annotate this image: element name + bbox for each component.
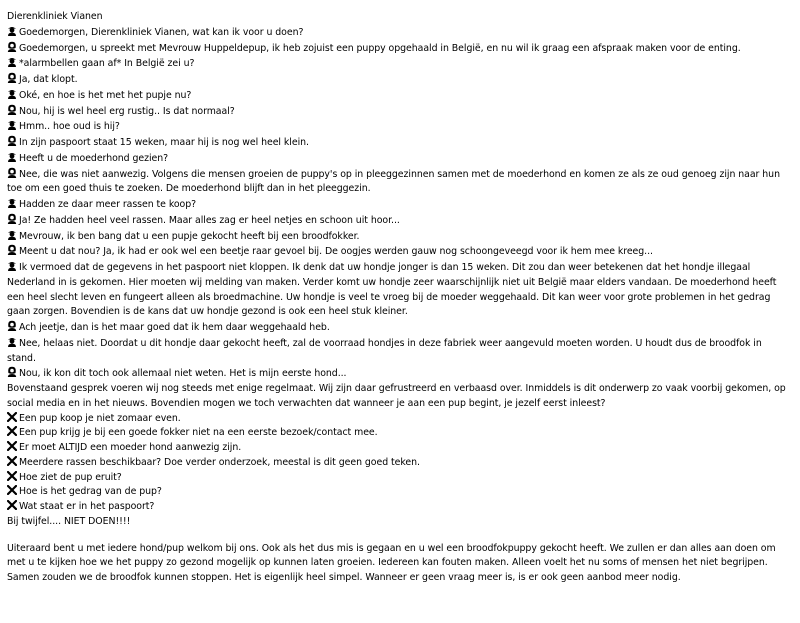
woman-with-phone-icon <box>7 320 17 331</box>
dialogue-text: Ach jeetje, dan is het maar goed dat ik hem daar weggehaald heb. <box>19 322 330 333</box>
woman-with-cap-icon <box>7 119 17 130</box>
dialogue-line <box>7 119 793 135</box>
dialogue-text: Ja, dat klopt. <box>19 74 78 85</box>
checklist-item <box>7 412 793 427</box>
dialogue-text: Goedemorgen, u spreekt met Mevrouw Huppeldepup, ik heb zojuist een puppy opgehaald in België, en nu wil ik graag een afspraak maken voor de enting. <box>19 42 741 54</box>
dialogue-text: Nee, helaas niet. Doordat u dit hondje daar gekocht heeft, zal de voorraad hondjes in deze fabriek weer aangevuld moeten worden. U houdt dus de broodfok in stand. <box>7 337 762 364</box>
checklist-item <box>7 456 793 471</box>
dialogue-line <box>7 72 793 88</box>
checklist-text: Wat staat er in het paspoort? <box>19 501 155 512</box>
dialogue-line <box>7 244 793 260</box>
dialogue-text: Hadden ze daar meer rassen te koop? <box>19 199 197 210</box>
woman-with-phone-icon <box>7 104 17 115</box>
closing-paragraph: Uiteraard bent u met iedere hond/pup welkom bij ons. Ook als het dus mis is gegaan en u wel een broodfokpuppy gekocht heeft. We zullen er dan alles aan doen om met u te kijken hoe we het puppy zo gezond mogelijk op kunnen laten groeien. Iedereen kan fouten maken. Alleen voelt het nu soms of mensen het niet begrijpen. <box>7 542 776 569</box>
dialogue-line <box>7 56 793 72</box>
woman-with-cap-icon <box>7 260 17 271</box>
dialogue-text: Heeft u de moederhond gezien? <box>19 152 169 164</box>
checklist-text: Meerdere rassen beschikbaar? Doe verder onderzoek, meestal is dit geen goed teken. <box>19 456 420 468</box>
checklist-text: Hoe is het gedrag van de pup? <box>19 486 162 498</box>
dialogue-line <box>7 41 793 57</box>
dialogue-text: Oké, en hoe is het met het pupje nu? <box>19 89 192 101</box>
checklist-item <box>7 441 793 456</box>
doubt-line: Bij twijfel.... NIET DOEN!!!! <box>7 515 131 527</box>
dialogue-text: Ja! Ze hadden heel veel rassen. Maar alles zag er heel netjes en schoon uit hoor... <box>19 214 400 226</box>
dialogue-line <box>7 213 793 229</box>
dialogue-text: In zijn paspoort staat 15 weken, maar hij is nog wel heel klein. <box>19 137 309 148</box>
checklist-item <box>7 471 793 486</box>
cross-mark-icon <box>7 471 17 481</box>
spacer <box>7 530 793 542</box>
dialogue-text: Hmm.. hoe oud is hij? <box>19 121 120 133</box>
cross-mark-icon <box>7 456 17 466</box>
checklist-item <box>7 485 793 500</box>
dialogue-text: Ik vermoed dat de gegevens in het paspoort niet kloppen. Ik denk dat uw hondje jonger is dan 15 weken. Dit zou dan weer betekenen dat het hondje illegaal Nederland in is gekomen. Hier moeten wij melding van maken. Verder komt uw hondje zeer waarschijnlijk niet uit België maar elders vandaan. De moederhond heeft een heel slecht leven en fungeert alleen als broedmachine. Uw hondje is veel te vroeg bij de moeder weggehaald. Dit kan weer voor grote problemen in het gedrag gaan zorgen. Bovendien is de kans dat uw hondje gezond is ook een heel stuk kleiner. <box>7 262 777 318</box>
woman-with-phone-icon <box>7 41 17 52</box>
dialogue-text: Goedemorgen, Dierenkliniek Vianen, wat kan ik voor u doen? <box>19 26 304 38</box>
woman-with-cap-icon <box>7 229 17 240</box>
woman-with-cap-icon <box>7 197 17 208</box>
dialogue-line <box>7 167 793 198</box>
dialogue-line <box>7 336 793 367</box>
document-title: Dierenkliniek Vianen <box>7 11 103 22</box>
woman-with-cap-icon <box>7 151 17 162</box>
dialogue-line <box>7 260 793 320</box>
checklist <box>7 412 793 515</box>
checklist-text: Een pup koop je niet zomaar even. <box>19 412 181 424</box>
cross-mark-icon <box>7 412 17 422</box>
dialogue-line <box>7 320 793 336</box>
dialogue-line <box>7 151 793 167</box>
checklist-item <box>7 500 793 515</box>
dialogue-line <box>7 229 793 245</box>
woman-with-cap-icon <box>7 88 17 99</box>
document <box>7 10 793 586</box>
dialogue-text: *alarmbellen gaan af* In België zei u? <box>19 58 195 70</box>
woman-with-phone-icon <box>7 213 17 224</box>
summary-paragraph: Bovenstaand gesprek voeren wij nog steeds met enige regelmaat. Wij zijn daar gefrustreerd en verbaasd over. Inmiddels is dit onderwerp zo vaak voorbij gekomen, op social media en in het nieuws. Bovendien mogen we toch verwachten dat wanneer je aan een pup begint, je jezelf eerst inleest? <box>7 383 786 409</box>
woman-with-cap-icon <box>7 25 17 36</box>
checklist-item <box>7 426 793 441</box>
woman-with-phone-icon <box>7 135 17 146</box>
woman-with-phone-icon <box>7 366 17 377</box>
dialogue-text: Mevrouw, ik ben bang dat u een pupje gekocht heeft bij een broodfokker. <box>19 230 360 242</box>
dialogue-line <box>7 25 793 41</box>
dialogue-line <box>7 197 793 213</box>
dialogue-line <box>7 104 793 120</box>
cross-mark-icon <box>7 426 17 436</box>
cross-mark-icon <box>7 500 17 510</box>
checklist-text: Een pup krijg je bij een goede fokker niet na een eerste bezoek/contact mee. <box>19 427 378 439</box>
dialogue <box>7 25 793 382</box>
dialogue-line <box>7 366 793 382</box>
checklist-text: Hoe ziet de pup eruit? <box>19 471 122 483</box>
dialogue-text: Meent u dat nou? Ja, ik had er ook wel een beetje raar gevoel bij. De oogjes werden gauw nog schoongeveegd voor ik hem mee kreeg... <box>19 246 653 258</box>
woman-with-phone-icon <box>7 244 17 255</box>
dialogue-text: Nou, ik kon dit toch ook allemaal niet weten. Het is mijn eerste hond... <box>19 368 347 380</box>
woman-with-cap-icon <box>7 56 17 67</box>
dialogue-text: Nou, hij is wel heel erg rustig.. Is dat normaal? <box>19 105 235 117</box>
dialogue-line <box>7 88 793 104</box>
dialogue-text: Nee, die was niet aanwezig. Volgens die mensen groeien de puppy's op in pleeggezinnen samen met de moederhond en komen ze als ze oud genoeg zijn naar hun toe om een goed thuis te zoeken. De moederhond blijft dan in het pleeggezin. <box>7 168 780 195</box>
cross-mark-icon <box>7 441 17 451</box>
cross-mark-icon <box>7 485 17 495</box>
closing-last-line: Samen zouden we de broodfok kunnen stoppen. Het is eigenlijk heel simpel. Wanneer er geen vraag meer is, is er ook geen aanbod meer nodig. <box>7 572 681 583</box>
dialogue-line <box>7 135 793 151</box>
woman-with-cap-icon <box>7 336 17 347</box>
woman-with-phone-icon <box>7 167 17 178</box>
checklist-text: Er moet ALTIJD een moeder hond aanwezig zijn. <box>19 442 242 453</box>
woman-with-phone-icon <box>7 72 17 83</box>
